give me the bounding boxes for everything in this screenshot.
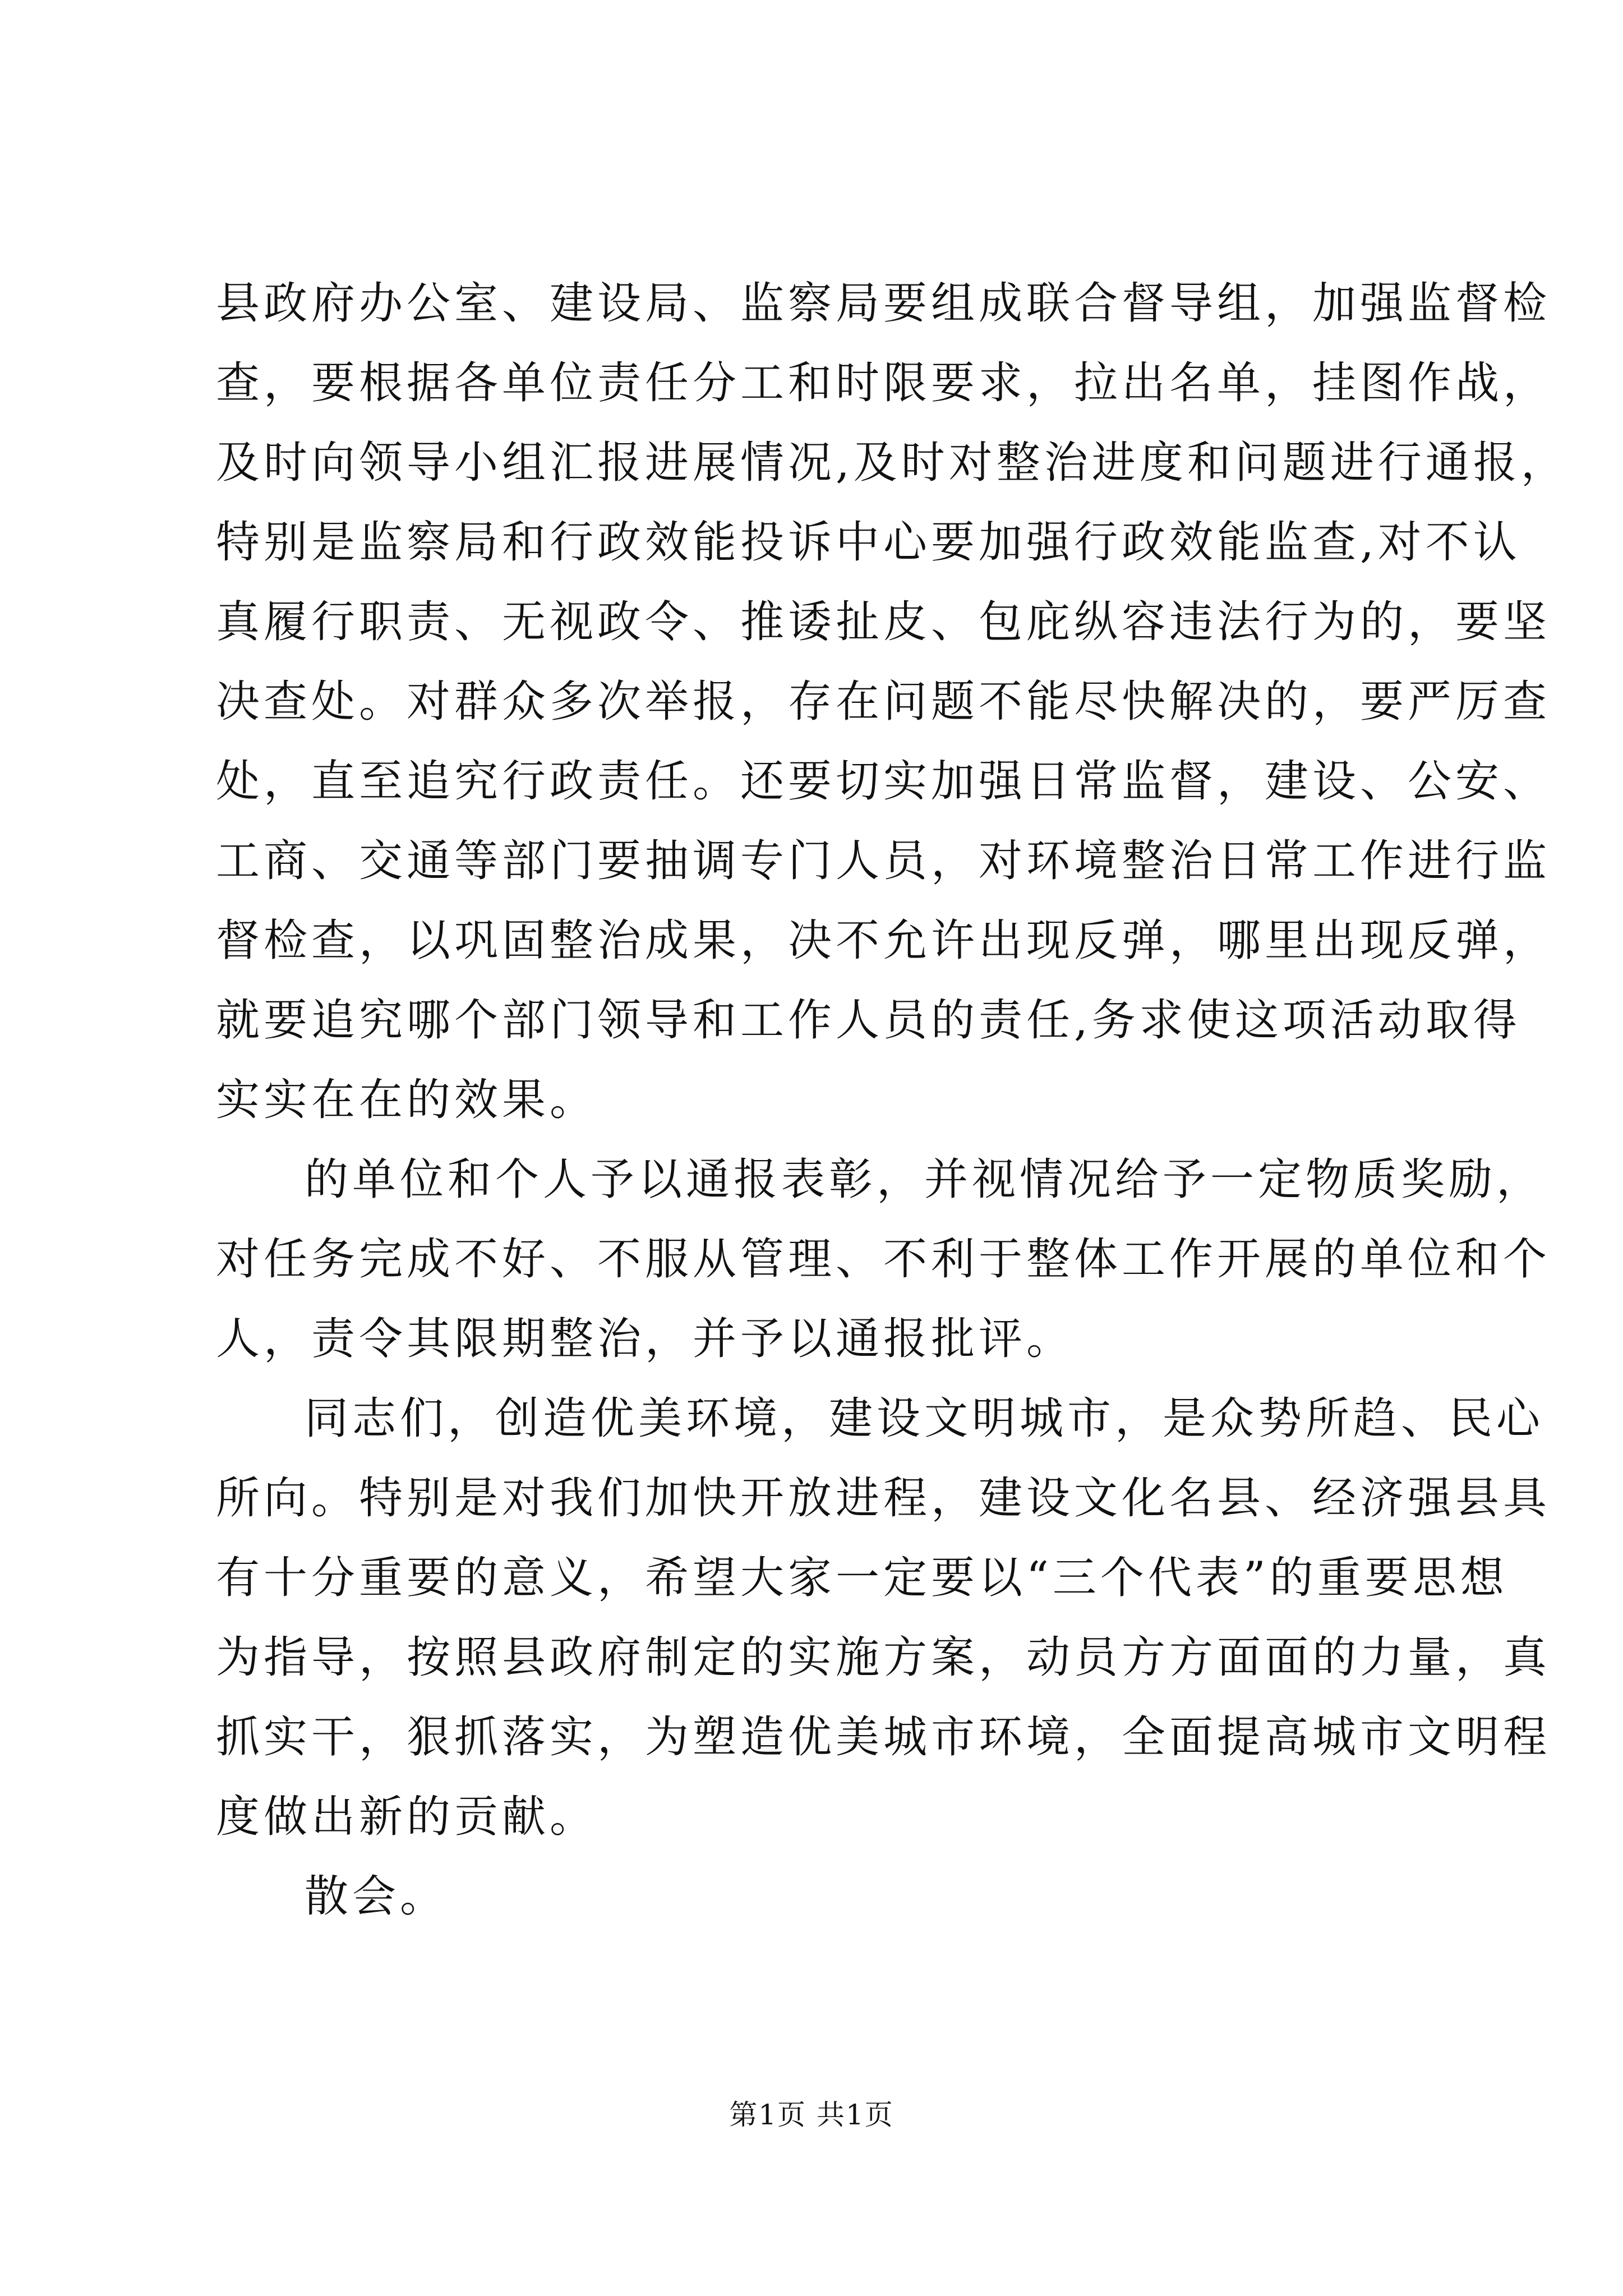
page-footer: 第1页 共1页 bbox=[729, 2099, 894, 2131]
text-line: 特别是监察局和行政效能投诉中心要加强行政效能监查,对不认 bbox=[216, 517, 1521, 568]
text-line: 决查处。对群众多次举报，存在问题不能尽快解决的，要严厉查 bbox=[216, 677, 1551, 727]
text-line: 县政府办公室、建设局、监察局要组成联合督导组，加强监督检 bbox=[216, 278, 1551, 329]
text-line: 所向。特别是对我们加快开放进程，建设文化名县、经济强县具 bbox=[216, 1473, 1551, 1524]
text-line-paragraph-start: 同志们，创造优美环境，建设文明城市，是众势所趋、民心 bbox=[305, 1393, 1544, 1444]
text-line: 真履行职责、无视政令、推诿扯皮、包庇纵容违法行为的，要坚 bbox=[216, 597, 1551, 647]
text-line: 对任务完成不好、不服从管理、不利于整体工作开展的单位和个 bbox=[216, 1234, 1551, 1285]
text-line: 工商、交通等部门要抽调专门人员，对环境整治日常工作进行监 bbox=[216, 836, 1551, 886]
text-line: 查，要根据各单位责任分工和时限要求，拉出名单，挂图作战， bbox=[216, 358, 1551, 408]
text-line: 处，直至追究行政责任。还要切实加强日常监督，建设、公安、 bbox=[216, 756, 1551, 807]
text-line-paragraph-start: 的单位和个人予以通报表彰，并视情况给予一定物质奖励， bbox=[305, 1154, 1544, 1205]
text-line: 抓实干，狠抓落实，为塑造优美城市环境，全面提高城市文明程 bbox=[216, 1712, 1551, 1763]
text-line: 有十分重要的意义，希望大家一定要以“三个代表”的重要思想 bbox=[216, 1553, 1508, 1603]
text-line: 人，责令其限期整治，并予以通报批评。 bbox=[216, 1314, 1075, 1364]
document-body bbox=[216, 264, 1569, 1936]
text-line: 为指导，按照县政府制定的实施方案，动员方方面面的力量，真 bbox=[216, 1632, 1551, 1683]
text-line: 就要追究哪个部门领导和工作人员的责任,务求使这项活动取得 bbox=[216, 995, 1521, 1046]
text-line: 度做出新的贡献。 bbox=[216, 1792, 598, 1842]
text-line-paragraph-start: 散会。 bbox=[305, 1871, 448, 1922]
text-line: 实实在在的效果。 bbox=[216, 1075, 598, 1125]
text-line: 及时向领导小组汇报进展情况,及时对整治进度和问题进行通报， bbox=[216, 438, 1569, 488]
text-line: 督检查，以巩固整治成果，决不允许出现反弹，哪里出现反弹， bbox=[216, 915, 1551, 966]
